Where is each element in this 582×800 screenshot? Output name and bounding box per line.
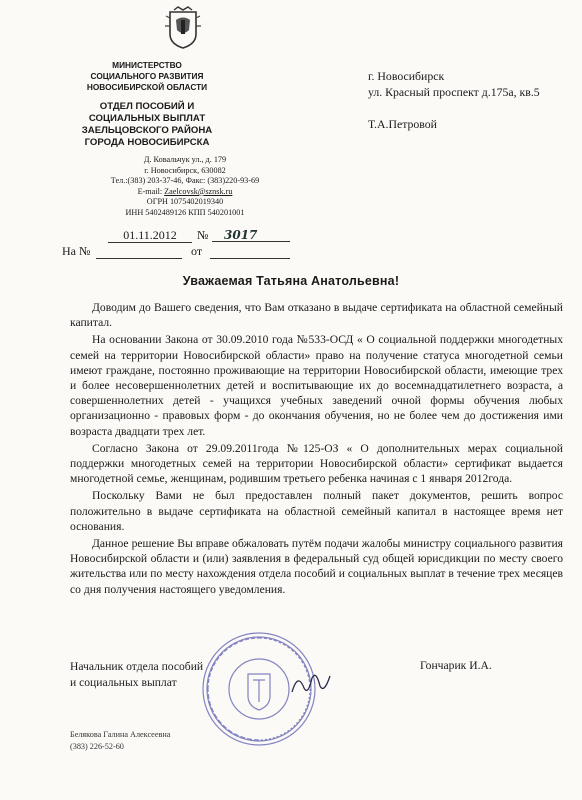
ministry-line: СОЦИАЛЬНОГО РАЗВИТИЯ bbox=[90, 71, 204, 81]
department-line: ОТДЕЛ ПОСОБИЙ И bbox=[99, 101, 195, 112]
paragraph: На основании Закона от 30.09.2010 года №533-ОСД « О социальной поддержки многодетных семей на территории Новосибирской области» право на получение статуса многодетной семьи имеют граждане, постоянно проживающие на территории Новосибирской области, имеющие трех и более несовершеннолетних детей и воспитывающие их до восемнадцатилетнего возраста, а совершеннолетних детей - учащихся учебных заведений очной формы обучения любых организационно - правовых форм - до окончания обучения, но не более чем до достижения ими возраста двадцати трех лет. bbox=[70, 333, 563, 438]
number-label: № bbox=[197, 228, 209, 242]
signatory-name: Гончарик И.А. bbox=[420, 659, 492, 672]
recipient-name: Т.А.Петровой bbox=[368, 117, 437, 131]
paragraph: Доводим до Вашего сведения, что Вам отказано в выдаче сертификата на областной семейный капитал. bbox=[70, 301, 563, 330]
email-label: E-mail: bbox=[137, 186, 165, 196]
department-line: СОЦИАЛЬНЫХ ВЫПЛАТ bbox=[88, 113, 206, 124]
coat-of-arms-icon bbox=[162, 6, 204, 50]
outgoing-number: 3017 bbox=[212, 228, 290, 242]
department-line: ГОРОДА НОВОСИБИРСКА bbox=[84, 137, 210, 148]
email-link[interactable]: Zaelcovsk@sznsk.ru bbox=[164, 186, 233, 196]
reply-from-label: от bbox=[191, 244, 203, 258]
address-street: Д. Ковальчук ул., д. 179 bbox=[143, 155, 227, 164]
outgoing-date: 01.11.2012 bbox=[108, 228, 192, 243]
signature-scribble-icon bbox=[290, 668, 336, 698]
salutation: Уважаемая Татьяна Анатольевна! bbox=[182, 274, 400, 288]
executor-info bbox=[70, 729, 170, 753]
paragraph: Поскольку Вами не был предоставлен полный пакет документов, решить вопрос положительно в выдаче сертификата на областной семейный капитал в настоящее время нет основания. bbox=[70, 489, 563, 533]
contact-details bbox=[62, 155, 308, 219]
department-line: ЗАЕЛЬЦОВСКОГО РАЙОНА bbox=[81, 125, 213, 136]
paragraph: Данное решение Вы вправе обжаловать путём подачи жалобы министру социального развития Новосибирской области и (или) заявления в федеральный суд общей юрисдикции по месту своего жительства или по месту нахождения отдела пособий и социальных выплат в течение трех месяцев со дня получения настоящего уведомления. bbox=[70, 537, 563, 596]
recipient-block bbox=[368, 68, 540, 132]
recipient-street: ул. Красный проспект д.175а, кв.5 bbox=[368, 85, 540, 99]
ministry-line: НОВОСИБИРСКОЙ ОБЛАСТИ bbox=[86, 82, 208, 92]
registration-line bbox=[64, 228, 304, 258]
department-name bbox=[62, 101, 232, 149]
ministry-line: МИНИСТЕРСТВО bbox=[112, 60, 182, 70]
executor-phone: (383) 226-52-60 bbox=[70, 742, 124, 751]
paragraph: Согласно Закона от 29.09.2011года №125-ОЗ « О дополнительных мерах социальной поддержки многодетных семей на территории Новосибирской области» сертификат выдается многодетной семье, женщинам, родившим третьего ребенка начиная с 1 января 2012года. bbox=[70, 441, 563, 486]
address-city: г. Новосибирск, 630082 bbox=[144, 165, 226, 175]
reply-to-label: На № bbox=[62, 244, 91, 258]
reply-to-number-blank bbox=[96, 244, 182, 259]
executor-name: Белякова Галина Алексеевна bbox=[70, 730, 171, 739]
reply-from-date-blank bbox=[210, 244, 290, 259]
letter-body bbox=[70, 300, 563, 599]
ogrn: ОГРН 1075402019340 bbox=[146, 197, 224, 207]
signatory-title-line: Начальник отдела пособий bbox=[70, 660, 204, 673]
email-row bbox=[62, 187, 308, 198]
phone-fax: Тел.:(383) 203-37-46, Факс: (383)220-93-69 bbox=[110, 176, 260, 186]
recipient-city: г. Новосибирск bbox=[368, 69, 445, 83]
signatory-title-line: и социальных выплат bbox=[70, 675, 177, 689]
signatory-title bbox=[70, 659, 203, 690]
ministry-name bbox=[62, 60, 232, 93]
inn-kpp: ИНН 5402489126 КПП 540201001 bbox=[125, 207, 245, 217]
